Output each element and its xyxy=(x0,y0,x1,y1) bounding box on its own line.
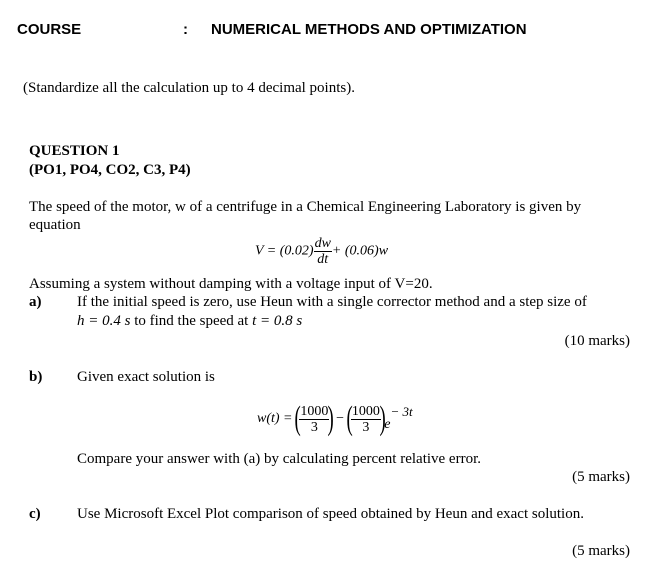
fraction-2-numerator: 1000 xyxy=(351,403,380,419)
part-a-line-2 xyxy=(77,313,302,330)
part-c-line-1: Use Microsoft Excel Plot comparison of speed obtained by Heun and exact solution. xyxy=(77,506,584,522)
step-size: h = 0.4 s xyxy=(77,313,131,329)
intro-line-2: equation xyxy=(29,217,81,233)
exact-solution-equation xyxy=(257,402,413,436)
solution-minus: − xyxy=(336,411,345,426)
fraction-2-denominator: 3 xyxy=(362,419,370,435)
part-a-marks: (10 marks) xyxy=(564,333,630,349)
part-a-line-2-middle: to find the speed at xyxy=(134,313,249,329)
course-label: COURSE xyxy=(17,21,82,38)
equation-fraction xyxy=(314,236,332,267)
part-c-marks: (5 marks) xyxy=(572,543,630,559)
left-paren-1: ( xyxy=(294,400,301,437)
part-b-label: b) xyxy=(29,369,43,385)
fraction-1-numerator: 1000 xyxy=(300,403,329,419)
course-colon: : xyxy=(183,21,188,38)
equation-rhs: + (0.06)w xyxy=(331,243,389,259)
question-outcomes: (PO1, PO4, CO2, C3, P4) xyxy=(29,162,191,178)
exp-base: e xyxy=(384,417,391,433)
equation-numerator: dw xyxy=(314,236,331,251)
right-paren-2: ) xyxy=(379,400,386,437)
solution-fraction-2 xyxy=(351,404,381,435)
part-a-line-1: If the initial speed is zero, use Heun with a single corrector method and a step size of xyxy=(77,294,587,310)
part-b-line-1: Given exact solution is xyxy=(77,369,215,385)
part-a-label: a) xyxy=(29,294,42,310)
target-time: t = 0.8 s xyxy=(252,313,303,329)
solution-fraction-1 xyxy=(299,404,329,435)
solution-lhs: w(t) = xyxy=(257,411,293,426)
assumption-text: Assuming a system without damping with a voltage input of V=20. xyxy=(29,276,433,292)
instruction-text: (Standardize all the calculation up to 4 decimal points). xyxy=(23,80,355,96)
course-name: NUMERICAL METHODS AND OPTIMIZATION xyxy=(211,21,527,38)
question-title: QUESTION 1 xyxy=(29,143,120,159)
equation-denominator: dt xyxy=(317,252,329,267)
part-b-marks: (5 marks) xyxy=(572,469,630,485)
intro-line-1: The speed of the motor, w of a centrifuge in a Chemical Engineering Laboratory is given by xyxy=(29,199,582,215)
motor-equation xyxy=(255,236,388,267)
part-b-line-2: Compare your answer with (a) by calculating percent relative error. xyxy=(77,451,481,467)
exp-power: − 3t xyxy=(390,404,413,420)
part-c-label: c) xyxy=(29,506,41,522)
right-paren-1: ) xyxy=(327,400,335,437)
left-paren-2: ( xyxy=(346,400,353,437)
fraction-1-denominator: 3 xyxy=(310,419,318,435)
equation-lhs: V = (0.02) xyxy=(255,243,314,259)
